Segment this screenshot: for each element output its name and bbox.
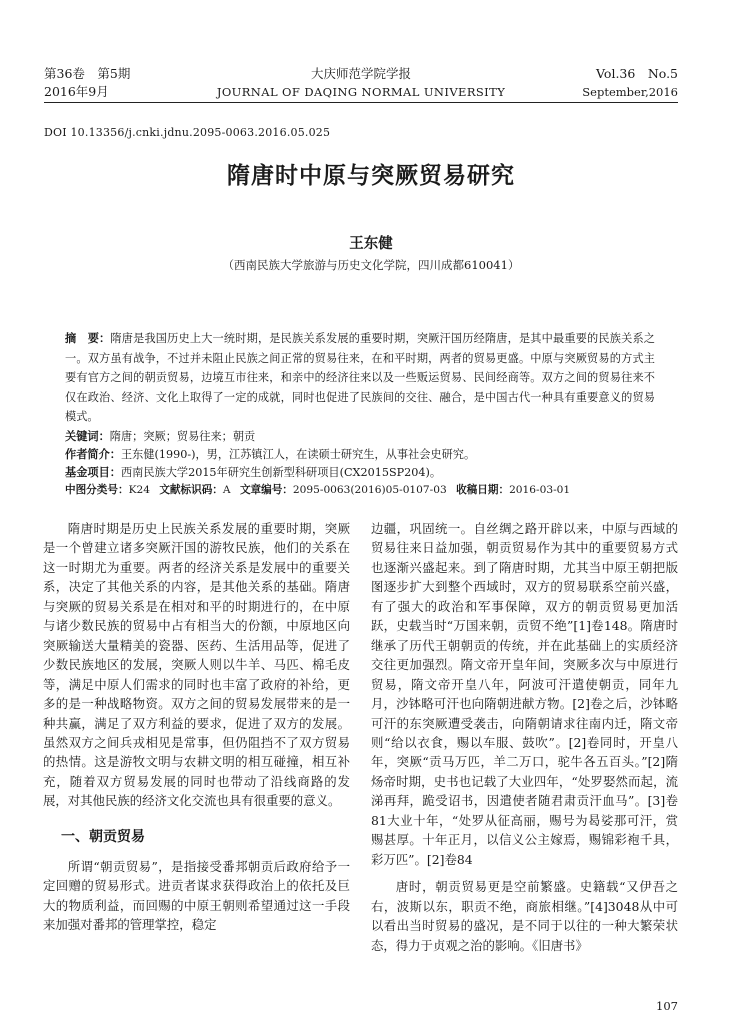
classification <box>65 481 665 499</box>
clc-value: K24 <box>128 484 150 496</box>
volume-issue-cn: 第36卷 第5期 <box>44 66 131 81</box>
fund <box>65 463 665 482</box>
body-paragraph: 隋唐时期是历史上民族关系发展的重要时期，突厥是一个曾建立诸多突厥汗国的游牧民族，他们的关系在这一时期尤为重要。两者的经济关系是发展中的重要关系，决定了其他关系的内容，是其他关系的基础。隋唐与突厥的贸易关系是在相对和平的时期进行的，在中原与诸少数民族的贸易中占有相当大的份额，中原地区向突厥输送大量精美的瓷器、医药、生活用品等，促进了少数民族地区的发展，突厥人则以牛羊、马匹、棉毛皮等，满足中原人们需求的同时也丰富了政府的补给，更多的是一种战略物资。双方之间的贸易发展带来的是一种共赢，满足了双方利益的要求，促进了双方的发展。虽然双方之间兵戎相见是常事，但仍阻挡不了双方贸易的热情。这是游牧文明与农耕文明的相互碰撞，相互补充，随着双方贸易发展的同时也带动了沿线商路的发展，对其他民族的经济文化交流也具有很重要的意义。 <box>43 521 350 809</box>
body-paragraph: 边疆，巩固统一。自丝绸之路开辟以来，中原与西域的贸易往来日益加强，朝贡贸易作为其中的重要贸易方式也逐渐兴盛起来。到了隋唐时期，尤其当中原王朝把版图逐步扩大到整个西域时，双方的贸易联系空前兴盛，有了强大的政治和军事保障，双方的朝贡贸易更加活跃，史载当时“万国来朝，贡贸不绝”[1]卷148。隋唐时继承了历代王朝朝贡的传统，并在此基础上的实质经济交往更加强烈。隋文帝开皇年间，突厥多次与中原进行贸易，隋文帝开皇八年，阿波可汗遣使朝贡，同年九月，沙钵略可汗也向隋朝进献方物。[2]卷之后，沙钵略可汗的东突厥遭受袭击，向隋朝请求往南内迁，隋文帝则“给以衣食，赐以车服、鼓吹”。[2]卷同时，开皇八年，突厥“贡马万匹，羊二万口，驼牛各五百头。”[2]隋炀帝时期，史书也记载了大业四年，“处罗娶然而起，流涕再拜，跪受诏书，因遣使者随君肃贡汗血马”。[3]卷81大业十年，“处罗从征高丽，赐号为曷娑那可汗，赏赐甚厚。十年正月，以信义公主嫁焉，赐锦彩袍千具，彩万匹”。[2]卷84 <box>371 521 678 867</box>
article-title: 隋唐时中原与突厥贸易研究 <box>227 162 515 189</box>
header-rule <box>44 102 678 103</box>
clc-label: 中图分类号： <box>65 484 129 496</box>
body-paragraph: 所谓“朝贡贸易”，是指接受番邦朝贡后政府给予一定回赠的贸易形式。进贡者谋求获得政治上的依托及巨大的物质利益，而回赐的中原王朝则希望通过这一手段来加强对番邦的管理掌控，稳定 <box>43 858 350 933</box>
keywords <box>65 427 665 446</box>
author-bio-label: 作者简介： <box>65 447 121 461</box>
journal-name-cn: 大庆师范学院学报 <box>310 66 411 81</box>
page-number: 107 <box>656 999 678 1013</box>
fund-label: 基金项目： <box>65 465 121 479</box>
doc-code-label: 文献标识码： <box>159 484 223 496</box>
keywords-text: 隋唐；突厥；贸易往来；朝贡 <box>109 430 256 443</box>
received-date-value: 2016-03-01 <box>509 484 571 496</box>
doi: DOI 10.13356/j.cnki.jdnu.2095-0063.2016.05.025 <box>44 126 331 139</box>
abstract-text: 隋唐是我国历史上大一统时期，是民族关系发展的重要时期，突厥汗国历经隋唐，是其中最重要的民族关系之一。双方虽有战争，不过并未阻止民族之间正常的贸易往来，在和平时期，两者的贸易更盛。中原与突厥贸易的方式主要有官方之间的朝贡贸易，边境互市往来，和亲中的经济往来以及一些贩运贸易、民间经商等。双方之间的贸易往来不仅在政治、经济、文化上取得了一定的成就，同时也促进了民族间的交往、融合，是中国古代一种具有重要意义的贸易模式。 <box>65 332 655 424</box>
body-column-left <box>43 519 350 935</box>
author-bio <box>65 445 665 464</box>
article-no-value: 2095-0063(2016)05-0107-03 <box>292 484 447 496</box>
body-column-right <box>371 519 678 955</box>
volume-issue-en: Vol.36 No.5 <box>596 66 678 81</box>
body-paragraph: 唐时，朝贡贸易更是空前繁盛。史籍载“又伊吾之右，波斯以东，职贡不绝，商旅相继。”[4]3048从中可以看出当时贸易的盛况，是不同于以往的一种大繁荣状态，得力于贞观之治的影响。《旧唐书》 <box>371 879 678 953</box>
keywords-label: 关键词： <box>65 429 110 443</box>
author-affiliation: （西南民族大学旅游与历史文化学院，四川成都610041） <box>222 258 520 272</box>
doc-code-value: A <box>222 484 231 496</box>
received-date-label: 收稿日期： <box>456 484 510 496</box>
abstract <box>65 329 655 427</box>
date-en: September,2016 <box>582 85 678 99</box>
author-name: 王东健 <box>349 235 393 252</box>
author-bio-text: 王东健(1990-)，男，江苏镇江人，在读硕士研究生，从事社会史研究。 <box>120 448 476 461</box>
fund-text: 西南民族大学2015年研究生创新型科研项目(CX2015SP204)。 <box>120 466 442 479</box>
abstract-label: 摘 要： <box>65 331 111 345</box>
date-cn: 2016年9月 <box>44 84 109 99</box>
journal-name-en: JOURNAL OF DAQING NORMAL UNIVERSITY <box>216 85 506 99</box>
article-no-label: 文章编号： <box>239 484 293 496</box>
section-heading: 一、朝贡贸易 <box>61 828 145 845</box>
